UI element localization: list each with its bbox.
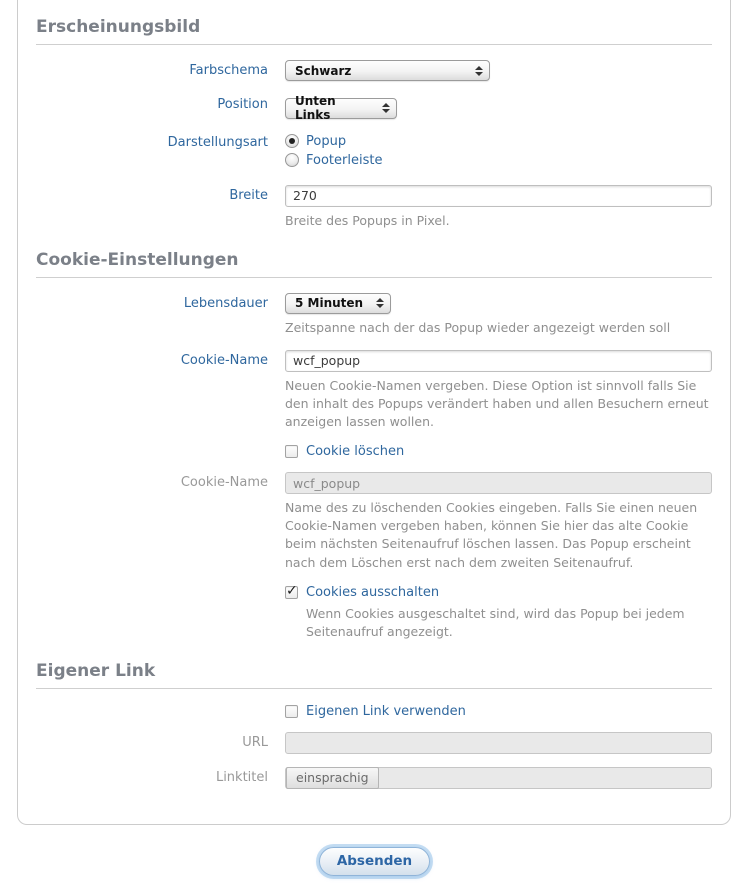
submit-button[interactable]: Absenden (319, 847, 430, 876)
cookie-name-label: Cookie-Name (180, 352, 268, 368)
radio-icon-popup[interactable] (285, 134, 299, 148)
settings-form-panel (17, 0, 731, 825)
lebensdauer-select[interactable] (285, 293, 391, 314)
section-header (36, 250, 712, 278)
section-title-erscheinungsbild: Erscheinungsbild (36, 17, 201, 37)
lebensdauer-hint: Zeitspanne nach der das Popup wieder angezeigt werden soll (285, 319, 671, 335)
lebensdauer-label: Lebensdauer (183, 295, 268, 311)
cookie-name-input[interactable] (285, 350, 712, 372)
radio-option-popup[interactable] (285, 134, 712, 149)
cookie-name-field (285, 350, 712, 431)
cookies-ausschalten-hint: Wenn Cookies ausgeschaltet sind, wird das Popup bei jedem Seitenaufruf angezeigt. (306, 605, 685, 639)
section-erscheinungsbild (36, 17, 712, 230)
cookie-name-row (36, 350, 712, 431)
cookie-name-alt-hint: Name des zu löschenden Cookies eingeben. Falls Sie einen neuen Cookie-Namen vergeben haben, können Sie hier das alte Cookie beim nächsten Seitenaufruf löschen lassen. Das Popup erscheint nach dem Löschen erst nach dem zweiten Seitenaufruf. (285, 500, 698, 570)
section-title-cookie-einstellungen: Cookie-Einstellungen (36, 249, 239, 270)
cookie-loeschen-label: Cookie löschen (306, 444, 405, 460)
cookies-ausschalten-row (285, 585, 712, 641)
eigenen-link-verwenden-checkbox[interactable] (285, 705, 298, 718)
lebensdauer-field (285, 293, 712, 337)
eigenen-link-verwenden-row (285, 704, 712, 719)
submit-area (0, 847, 749, 894)
cookies-ausschalten-label: Cookies ausschalten (306, 584, 440, 600)
linktitel-row (36, 767, 712, 789)
url-label: URL (242, 734, 268, 750)
farbschema-label: Farbschema (189, 63, 268, 78)
section-cookie-einstellungen (36, 250, 712, 641)
lebensdauer-select-value: 5 Minuten (295, 296, 364, 311)
position-field (285, 94, 712, 122)
section-eigener-link (36, 661, 712, 789)
select-stepper-icon (475, 61, 483, 80)
radio-icon-footerleiste[interactable] (285, 153, 299, 167)
farbschema-field (285, 60, 712, 81)
radio-label-popup: Popup (306, 133, 347, 149)
position-select-value: Unten Links (295, 94, 336, 122)
cookie-loeschen-checkbox-option[interactable] (285, 444, 712, 459)
position-row (36, 94, 712, 122)
cookies-ausschalten-checkbox[interactable] (285, 586, 298, 599)
cookie-name-alt-row (36, 472, 712, 572)
cookies-ausschalten-checkbox-option[interactable] (285, 585, 712, 600)
breite-hint: Breite des Popups in Pixel. (285, 212, 450, 228)
section-title-eigener-link: Eigener Link (36, 660, 156, 681)
darstellungsart-row (36, 132, 712, 172)
eigenen-link-verwenden-label: Eigenen Link verwenden (306, 703, 466, 719)
select-stepper-icon (382, 99, 390, 118)
position-select[interactable] (285, 94, 397, 122)
cookie-name-alt-field (285, 472, 712, 572)
cookie-loeschen-row (285, 444, 712, 459)
darstellungsart-label: Darstellungsart (167, 134, 268, 150)
radio-label-footerleiste: Footerleiste (306, 152, 383, 168)
farbschema-select[interactable] (285, 60, 490, 81)
breite-field (285, 185, 712, 230)
select-stepper-icon (376, 294, 384, 313)
darstellungsart-radio-group (285, 132, 712, 172)
breite-label: Breite (229, 187, 268, 203)
linktitel-field (285, 767, 712, 789)
cookie-loeschen-checkbox[interactable] (285, 445, 298, 458)
lebensdauer-row (36, 293, 712, 337)
linktitel-label: Linktitel (215, 769, 268, 785)
breite-row (36, 185, 712, 230)
language-selector-button: einsprachig (286, 767, 379, 789)
cookie-name-alt-input (285, 472, 712, 494)
section-header (36, 17, 712, 45)
radio-option-footerleiste[interactable] (285, 153, 712, 168)
farbschema-row (36, 60, 712, 81)
position-label: Position (217, 97, 268, 112)
cookie-name-hint: Neuen Cookie-Namen vergeben. Diese Option ist sinnvoll falls Sie den inhalt des Popups verändert haben und allen Besuchern erneut anzeigen lassen wollen. (285, 377, 709, 429)
breite-input[interactable] (285, 185, 712, 207)
cookie-name-alt-label: Cookie-Name (180, 475, 268, 491)
section-header (36, 661, 712, 689)
farbschema-select-value: Schwarz (295, 63, 352, 78)
eigenen-link-verwenden-checkbox-option[interactable] (285, 704, 712, 719)
